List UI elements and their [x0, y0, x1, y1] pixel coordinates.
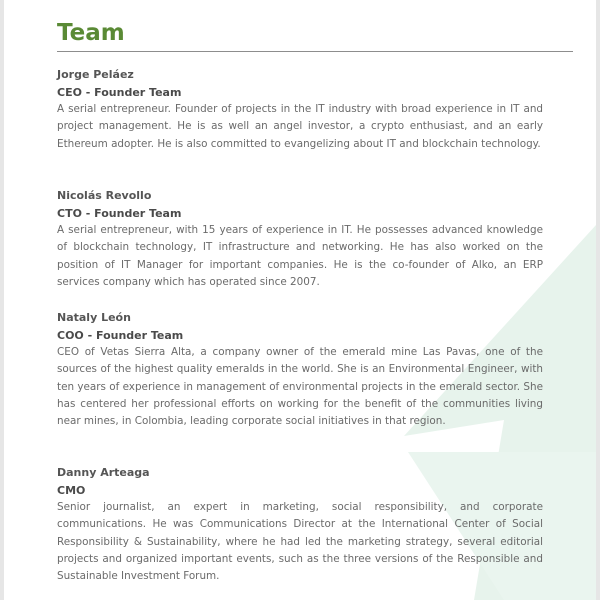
member-bio: CEO of Vetas Sierra Alta, a company owner of the emerald mine Las Pavas, one of the sources of the highest quality emeralds in the world. She is an Environmental Engineer, with ten years of experience in management of environmental projects in the emerald sector. She has centered her professional efforts on working for the benefit of the communities living near mines, in Colombia, leading corporate social initiatives in that region. [57, 346, 543, 428]
member-name: Jorge Peláez [57, 68, 134, 81]
member-bio: A serial entrepreneur, with 15 years of experience in IT. He possesses advanced knowledge of blockchain technology, IT infrastructure and networking. He has also worked on the position of IT Manager for important companies. He is the co-founder of Alko, an ERP services company which has operated since 2007. [57, 224, 543, 288]
team-member-cmo [57, 464, 543, 585]
member-role: CEO - Founder Team [57, 85, 182, 99]
team-member-coo [57, 309, 543, 430]
member-role: COO - Founder Team [57, 328, 184, 342]
title-divider [57, 51, 573, 52]
member-name: Danny Arteaga [57, 466, 150, 479]
member-name: Nataly León [57, 311, 131, 324]
member-role: CTO - Founder Team [57, 206, 182, 220]
member-role: CMO [57, 483, 86, 497]
document-page [4, 0, 596, 600]
member-bio: A serial entrepreneur. Founder of projects in the IT industry with broad experience in IT and project management. He is as well an angel investor, a crypto enthusiast, and an early Ethereum adopter. He is also committed to evangelizing about IT and blockchain technology. [57, 103, 543, 150]
member-name: Nicolás Revollo [57, 189, 152, 202]
member-bio: Senior journalist, an expert in marketing, social responsibility, and corporate communications. He was Communications Director at the International Center of Social Responsibility & Sustainability, where he had led the marketing strategy, several editorial projects and organized important events, such as the three versions of the Responsible and Sustainable Investment Forum. [57, 501, 543, 583]
team-member-cto [57, 187, 543, 291]
section-title: Team [57, 20, 125, 46]
team-member-ceo [57, 66, 543, 153]
